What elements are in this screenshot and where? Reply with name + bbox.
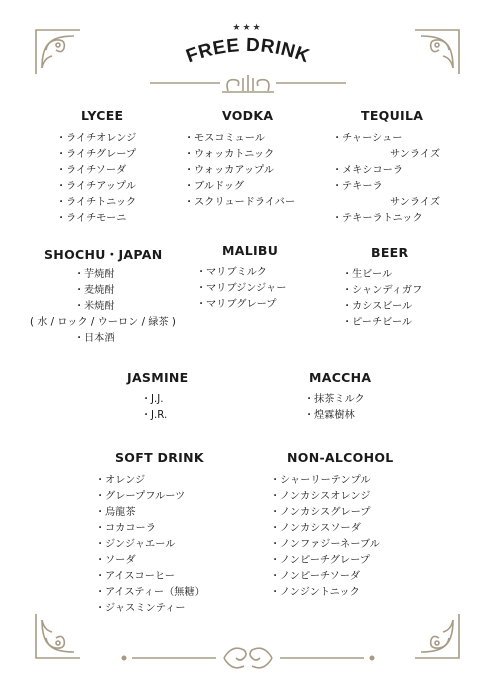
list-item: ・テキーラトニック bbox=[332, 213, 423, 224]
section-heading-beer: BEER bbox=[371, 245, 409, 260]
list-jasmine bbox=[141, 392, 167, 424]
list-item: ・モスコミュール bbox=[184, 133, 265, 144]
corner-ornament-bottom-left bbox=[34, 612, 82, 660]
list-item: ・カシスビール bbox=[342, 301, 413, 312]
list-malibu bbox=[196, 265, 286, 313]
list-item: ・マリブジンジャー bbox=[196, 283, 287, 294]
list-item: ・ジンジャエール bbox=[95, 539, 176, 550]
list-beer bbox=[342, 267, 422, 331]
list-item: ・ウォッカトニック bbox=[184, 149, 275, 160]
list-item: ・オレンジ bbox=[95, 475, 146, 486]
svg-text:FREE DRINK bbox=[183, 35, 312, 68]
list-item: ・ライチトニック bbox=[56, 197, 137, 208]
list-item: ・ライチオレンジ bbox=[56, 133, 137, 144]
list-item: ・アイスティー（無糖） bbox=[95, 587, 205, 598]
list-non-alcohol bbox=[270, 473, 380, 601]
list-item: ・ライチモーニ bbox=[56, 213, 127, 224]
title-banner bbox=[178, 34, 318, 68]
list-item: ・ノンピーチソーダ bbox=[270, 571, 361, 582]
list-item: ・シャンディガフ bbox=[342, 285, 423, 296]
list-item: ・グレープフルーツ bbox=[95, 491, 186, 502]
list-item: ・ノンカシスグレープ bbox=[270, 507, 371, 518]
list-item: ・チャーシュー bbox=[332, 133, 403, 144]
list-item: ・テキーラ bbox=[332, 181, 383, 192]
list-item: ・ノンカシスソーダ bbox=[270, 523, 361, 534]
title-divider-ornament bbox=[150, 72, 346, 94]
list-item: ・ウォッカアップル bbox=[184, 165, 274, 176]
section-heading-malibu: MALIBU bbox=[222, 243, 279, 258]
list-item: ・生ビール bbox=[342, 269, 393, 280]
list-item: ・コカコーラ bbox=[95, 523, 156, 534]
list-vodka bbox=[184, 131, 295, 211]
list-item: ・煌霖樹林 bbox=[304, 410, 355, 421]
list-item: ・ノンピーチグレープ bbox=[270, 555, 370, 566]
list-item: ・烏龍茶 bbox=[95, 507, 136, 518]
list-item: ・メキシコーラ bbox=[332, 165, 404, 176]
title-stars: ★★★ bbox=[232, 23, 263, 33]
list-shochu bbox=[30, 267, 176, 347]
list-item: ・ライチアップル bbox=[56, 181, 136, 192]
list-item: ・ノンファジーネーブル bbox=[270, 539, 380, 550]
title-block bbox=[0, 22, 495, 68]
list-item: ・米焼酎 bbox=[74, 301, 115, 312]
list-item: ・シャーリーテンプル bbox=[270, 475, 371, 486]
list-lycee bbox=[56, 131, 136, 227]
section-heading-vodka: VODKA bbox=[222, 108, 274, 123]
list-maccha bbox=[304, 392, 365, 424]
list-item: ( 水 / ロック / ウーロン / 緑茶 ) bbox=[30, 317, 176, 328]
list-item: ・マリブグレープ bbox=[196, 299, 277, 310]
list-item: ・日本酒 bbox=[74, 333, 115, 344]
list-item: ・抹茶ミルク bbox=[304, 394, 365, 405]
corner-ornament-bottom-right bbox=[413, 612, 461, 660]
list-item: ・スクリュードライバー bbox=[184, 197, 296, 208]
list-item: ・ノンジントニック bbox=[270, 587, 360, 598]
bottom-divider-ornament bbox=[120, 640, 376, 676]
list-tequila bbox=[332, 131, 440, 227]
section-heading-maccha: MACCHA bbox=[309, 370, 372, 385]
list-item: ・ジャスミンティー bbox=[95, 603, 186, 614]
list-item: ・マリブミルク bbox=[196, 267, 267, 278]
list-item: ・J.R. bbox=[141, 410, 168, 421]
list-soft-drink bbox=[95, 473, 205, 617]
list-item: ・アイスコーヒー bbox=[95, 571, 175, 582]
list-item: ・J.J. bbox=[141, 394, 164, 405]
page-title: FREE DRINK bbox=[183, 34, 312, 68]
list-item: ・ライチグレープ bbox=[56, 149, 137, 160]
list-item: ・ノンカシスオレンジ bbox=[270, 491, 371, 502]
list-item: ・芋焼酎 bbox=[74, 269, 115, 280]
list-item: ・ライチソーダ bbox=[56, 165, 127, 176]
list-item: ・麦焼酎 bbox=[74, 285, 115, 296]
list-item: ・ピーチビール bbox=[342, 317, 413, 328]
list-item: サンライズ bbox=[390, 197, 441, 208]
section-heading-soft-drink: SOFT DRINK bbox=[115, 450, 204, 465]
list-item: サンライズ bbox=[390, 149, 441, 160]
list-item: ・ブルドッグ bbox=[184, 181, 245, 192]
list-item: ・ソーダ bbox=[95, 555, 136, 566]
section-heading-shochu: SHOCHU・JAPAN bbox=[44, 247, 163, 262]
section-heading-jasmine: JASMINE bbox=[127, 370, 189, 385]
section-heading-tequila: TEQUILA bbox=[361, 108, 424, 123]
section-heading-non-alcohol: NON-ALCOHOL bbox=[287, 450, 394, 465]
section-heading-lycee: LYCEE bbox=[81, 108, 124, 123]
